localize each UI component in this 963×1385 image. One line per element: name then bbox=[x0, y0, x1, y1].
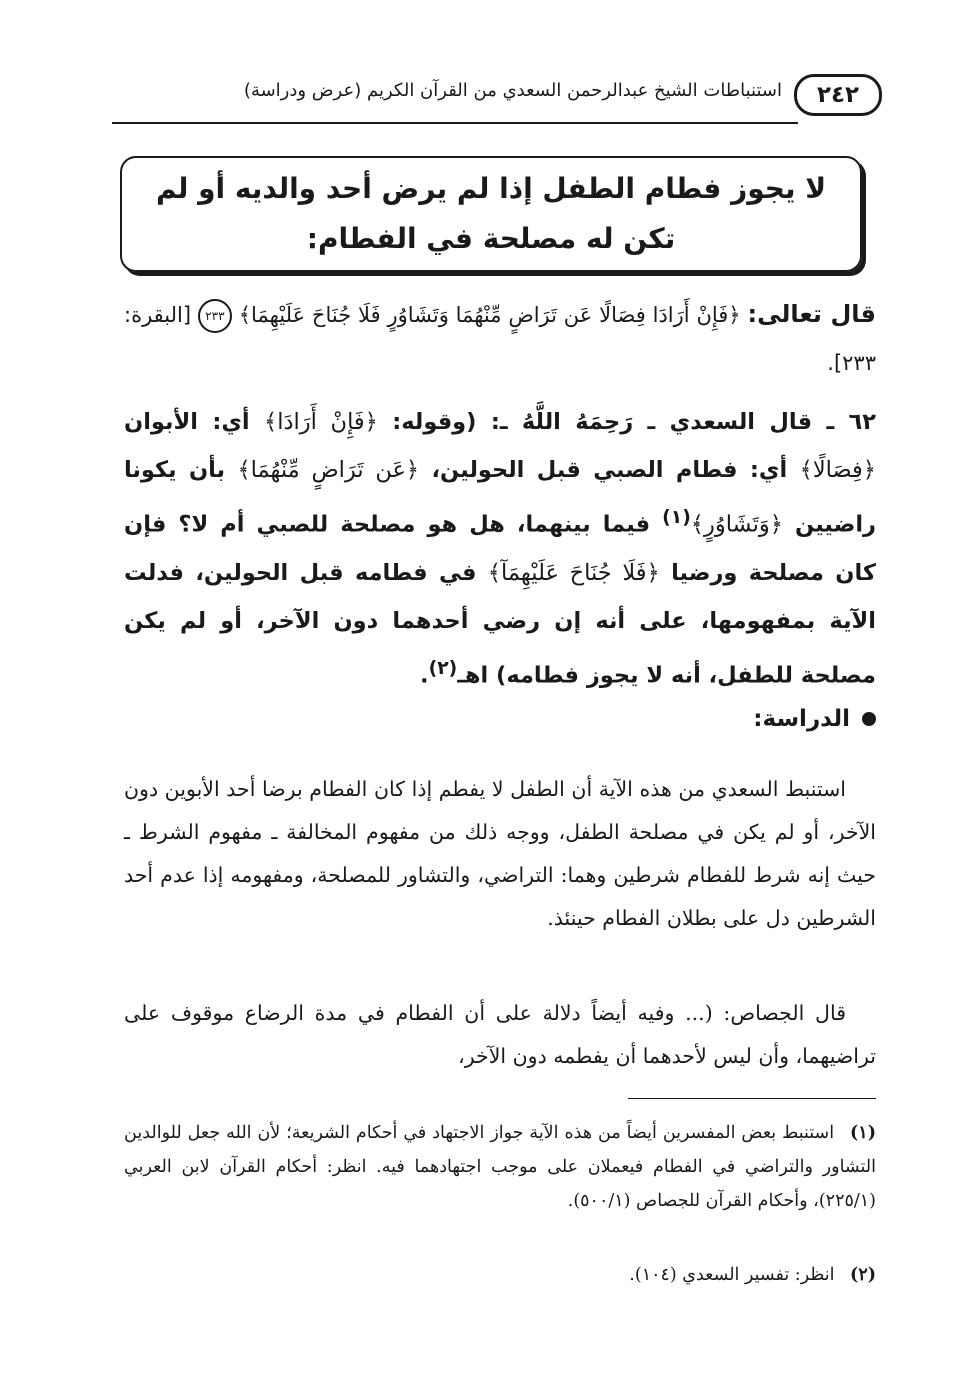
quran-quote: ﴿فِصَالًا﴾ bbox=[799, 457, 876, 483]
header-rule bbox=[112, 122, 798, 124]
quote-text: . bbox=[420, 662, 429, 688]
footnote-text: استنبط بعض المفسرين أيضاً من هذه الآية جواز الاجتهاد في أحكام الشريعة؛ لأن الله جعل للوالدين التشاور والتراضي في الفطام فيعملان على موجب اجتهادهما فيه. انظر: أحكام القرآن لابن العربي (٢٢٥/١)، وأحكام القرآن للجصاص (٥٠٠/١). bbox=[124, 1123, 876, 1211]
quote-text: في فطامه قبل الحولين، فدلت الآية بمفهومها، على أنه إن رضي أحدهما دون الآخر، أو لم يكن مصلحة للطفل، أنه لا يجوز فطامه) اهـ bbox=[124, 559, 876, 688]
quote-text: أي: الأبوان bbox=[124, 409, 265, 435]
bullet-icon bbox=[862, 712, 876, 726]
quote-text: ٦٢ ـ قال السعدي ـ رَحِمَهُ اللَّهُ ـ: (وقوله: bbox=[377, 409, 876, 435]
verse-ayah: ﴿فَإِنْ أَرَادَا فِصَالًا عَن تَرَاضٍ مِّنْهُمَا وَتَشَاوُرٍ فَلَا جُنَاحَ عَلَيْهِمَا﴾ bbox=[238, 303, 741, 327]
verse-reference: [البقرة: ٢٣٣]. bbox=[124, 303, 876, 375]
quran-quote: ﴿فَإِنْ أَرَادَا﴾ bbox=[264, 409, 378, 435]
footnote-ref-1[interactable]: (١) bbox=[662, 507, 691, 528]
footnote-2 bbox=[124, 1258, 876, 1292]
ayah-number-icon: ٢٣٣ bbox=[198, 299, 232, 333]
verse-lead: قال تعالى: bbox=[747, 300, 876, 328]
study-paragraph-1: استنبط السعدي من هذه الآية أن الطفل لا يفطم إذا كان الفطام برضا أحد الأبوين دون الآخر، أو لم يكن في مصلحة الطفل، ووجه ذلك من مفهوم المخالفة ـ مفهوم الشرط ـ حيث إنه شرط للفطام شرطين وهما: التراضي، والتشاور للمصلحة، ومفهومه إذا عدم أحد الشرطين دل على بطلان الفطام حينئذ. bbox=[124, 777, 876, 930]
footnote-number: (١) bbox=[850, 1123, 876, 1143]
footnote-ref-2[interactable]: (٢) bbox=[428, 657, 458, 679]
quote-text: فيما بينهما، هل هو مصلحة للصبي أم لا؟ فإن كان مصلحة ورضيا bbox=[124, 511, 876, 586]
quran-quote: ﴿عَن تَرَاضٍ مِّنْهُمَا﴾ bbox=[237, 457, 420, 483]
section-title-box bbox=[120, 156, 862, 272]
footnote-number: (٢) bbox=[850, 1265, 876, 1285]
saadi-quote bbox=[124, 398, 876, 699]
footnote-1 bbox=[124, 1116, 876, 1218]
quran-quote: ﴿وَتَشَاوُرٍ﴾ bbox=[690, 511, 783, 538]
study-heading-text: الدراسة: bbox=[753, 706, 850, 732]
running-title: استنباطات الشيخ عبدالرحمن السعدي من القرآن الكريم (عرض ودراسة) bbox=[243, 80, 782, 101]
quote-text: بأن يكونا راضيين bbox=[124, 457, 876, 538]
quran-quote: ﴿فَلَا جُنَاحَ عَلَيْهِمَآ﴾ bbox=[487, 559, 660, 586]
footnote-text: انظر: تفسير السعدي (١٠٤). bbox=[629, 1265, 835, 1285]
page-header bbox=[112, 74, 872, 118]
footnote-separator bbox=[628, 1098, 876, 1099]
verse-paragraph bbox=[124, 290, 876, 387]
study-heading bbox=[124, 706, 876, 732]
study-paragraph-2: قال الجصاص: (... وفيه أيضاً دلالة على أن الفطام في مدة الرضاع موقوف على تراضيهما، وأن ليس لأحدهما أن يفطمه دون الآخر، bbox=[124, 1001, 876, 1068]
quote-text: أي: فطام الصبي قبل الحولين، bbox=[419, 457, 800, 483]
page-number-badge: ٢٤٢ bbox=[794, 74, 882, 116]
section-title: لا يجوز فطام الطفل إذا لم يرض أحد والديه أو لم تكن له مصلحة في الفطام: bbox=[155, 172, 827, 255]
